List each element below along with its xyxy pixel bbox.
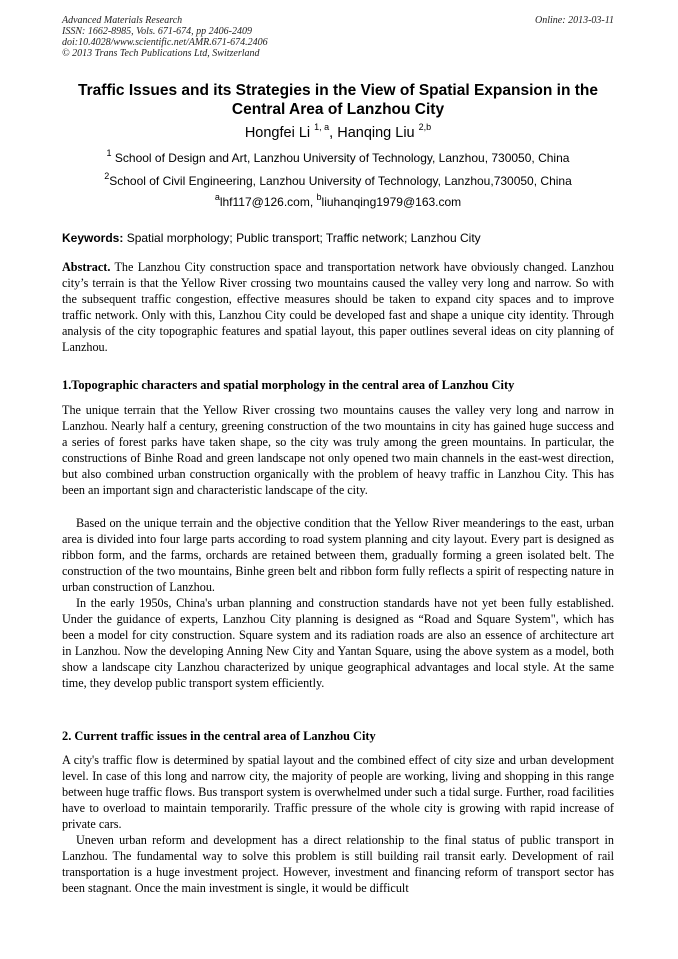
affiliation-text: School of Civil Engineering, Lanzhou University of Technology, Lanzhou,730050, China — [109, 174, 572, 188]
affiliation-text: School of Design and Art, Lanzhou University of Technology, Lanzhou, 730050, China — [114, 151, 570, 165]
author-name: Hanqing Liu — [337, 125, 415, 141]
email-superscript: a — [214, 192, 220, 202]
issn-line: ISSN: 1662-8985, Vols. 671-674, pp 2406-2409 — [62, 26, 252, 37]
author-superscript: 2,b — [418, 122, 432, 133]
author-superscript: 1, a — [314, 122, 330, 133]
section-2-paragraph-1: A city's traffic flow is determined by spatial layout and the combined effect of city size and urban development level. In case of this long and narrow city, the majority of people are working, living and shopping in this range between huge traffic flows. Bus transport system is overwhelmed under such a tidal surge. Further, road facilities have to overload to maintain temporarily. Traffic pressure of the whole city is growing with rapid increase of private cars. — [62, 753, 614, 832]
email-line — [62, 192, 614, 210]
keywords-text: Spatial morphology; Public transport; Traffic network; Lanzhou City — [126, 231, 481, 245]
abstract-paragraph — [62, 259, 614, 356]
email-address: lhf117@126.com — [219, 195, 310, 209]
email-superscript: b — [316, 192, 322, 202]
section-2-paragraph-2: Uneven urban reform and development has a direct relationship to the final status of public transport in Lanzhou. The fundamental way to solve this problem is still building rail transit early. Development of rail transportation is a huge investment project. However, investment and financing reform of transport sector has been stagnant. Once the main investment is single, it would be difficult — [62, 833, 614, 896]
author-separator: , — [329, 125, 338, 141]
section-1-paragraph-2: Based on the unique terrain and the objective condition that the Yellow River meanderings to the east, urban area is divided into four large parts according to road system planning and city layout. Every part is designed as ribbon form, and the farms, orchards are retained between them, gradually forming a green isolated belt. The construction of the two mountains, Binhe green belt and ribbon form fully reflects a spirit of respecting nature in urban construction of Lanzhou. — [62, 516, 614, 595]
affiliation-superscript: 2 — [104, 171, 110, 181]
keywords-label: Keywords: — [62, 231, 124, 245]
journal-name: Advanced Materials Research — [62, 15, 183, 26]
journal-header — [62, 15, 268, 59]
affiliation-2 — [62, 171, 614, 189]
doi-line: doi:10.4028/www.scientific.net/AMR.671-674.2406 — [62, 37, 268, 48]
email-separator: , — [309, 195, 317, 209]
author-list — [62, 124, 614, 142]
section-2-heading: 2. Current traffic issues in the central area of Lanzhou City — [62, 729, 376, 743]
section-1-heading: 1.Topographic characters and spatial morphology in the central area of Lanzhou City — [62, 378, 515, 392]
author-name: Hongfei Li — [244, 125, 311, 141]
affiliation-1 — [62, 148, 614, 166]
section-1-paragraph-1: The unique terrain that the Yellow River crossing two mountains causes the valley very long and narrow in Lanzhou. Nearly half a century, greening construction of the two mountains in city has gained huge success and a series of forest parks have taken shape, so the city was truly among the green mountains. In particular, the constructions of Binhe Road and green landscape not only opened two main channels in the east-west direction, but also combined urban construction organically with the problem of heavy traffic in Lanzhou City. This has been an important sign and characteristic landscape of the city. — [62, 403, 614, 498]
abstract-text: The Lanzhou City construction space and transportation network have obviously changed. Lanzhou city’s terrain is that the Yellow River crossing two mountains caused the valley very long and narrow. So with the subsequent traffic congestion, effective measures should be taken to expand city spaces and to improve traffic network. Only with this, Lanzhou City could be developed fast and shape a unique city identity. Through analysis of the city topographic features and spatial layout, this paper outlines several ideas on city planning of Lanzhou. — [62, 260, 614, 355]
keywords-line — [62, 231, 614, 246]
email-address: liuhanqing1979@163.com — [321, 195, 462, 209]
section-1-paragraph-3: In the early 1950s, China's urban planning and construction standards have not yet been fully established. Under the guidance of experts, Lanzhou City planning is designed as “Road and Square System", which has been a model for city construction. Square system and its radiation roads are also an essence of architecture art in Lanzhou. Now the developing Anning New City and Yantan Square, using the above system as a model, both show a landscape city Lanzhou characterized by unique geographical advantages and local style. At the same time, they develop public transport system efficiently. — [62, 596, 614, 691]
online-date: Online: 2013-03-11 — [535, 15, 614, 26]
copyright-line: © 2013 Trans Tech Publications Ltd, Switzerland — [62, 48, 260, 59]
affiliation-superscript: 1 — [106, 148, 112, 158]
abstract-label: Abstract. — [62, 260, 111, 274]
paper-title: Traffic Issues and its Strategies in the View of Spatial Expansion in the Central Area of Lanzhou City — [78, 82, 598, 118]
